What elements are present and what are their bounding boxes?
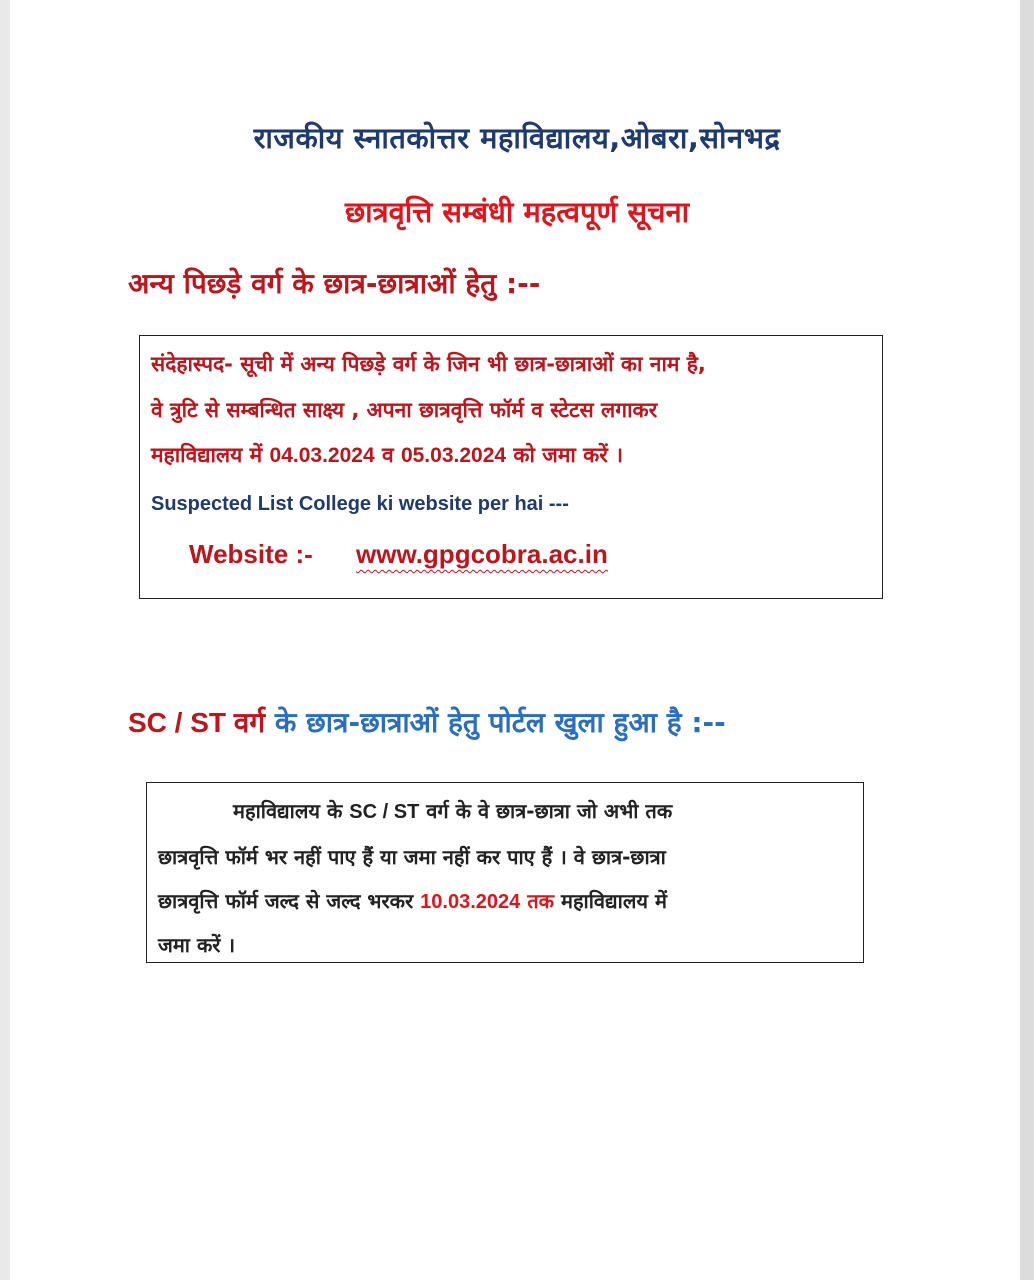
- obc-line-1: संदेहास्पद- सूची में अन्य पिछड़े वर्ग के जिन भी छात्र-छात्राओं का नाम है,: [151, 352, 706, 376]
- website-label: Website :-: [189, 539, 313, 569]
- scst-line-1-a: महाविद्यालय के: [233, 799, 350, 823]
- scst-deadline: 10.03.2024: [420, 891, 521, 913]
- scst-line-1-b: वर्ग के वे छात्र-छात्रा जो अभी तक: [419, 799, 673, 823]
- obc-line-3-mid: व: [374, 443, 401, 467]
- obc-line-3-prefix: महाविद्यालय में: [151, 443, 270, 467]
- scst-heading-rest: के छात्र-छात्राओं हेतु पोर्टल खुला हुआ है :--: [265, 706, 726, 739]
- college-title: राजकीय स्नातकोत्तर महाविद्यालय,ओबरा,सोनभद्र: [253, 121, 781, 155]
- suspected-list-note: Suspected List College ki website per hai ---: [151, 493, 569, 515]
- scst-line-3: [158, 887, 667, 914]
- scst-heading-varg: वर्ग: [233, 706, 266, 739]
- scst-heading-latin: SC / ST: [128, 707, 234, 738]
- scst-line-2: छात्रवृत्ति फॉर्म भर नहीं पाए हैं या जमा नहीं कर पाए हैं । वे छात्र-छात्रा: [158, 845, 666, 869]
- scst-line-3-a: छात्रवृत्ति फॉर्म जल्द से जल्द भरकर: [158, 889, 421, 913]
- scst-line-3-b: महाविद्यालय में: [554, 889, 667, 913]
- obc-date-1: 04.03.2024: [269, 444, 375, 467]
- obc-notice-box: [139, 335, 883, 599]
- website-link[interactable]: www.gpgcobra.ac.in: [356, 539, 608, 569]
- scst-line-4: जमा करें ।: [158, 933, 236, 957]
- scst-line-1: [233, 797, 672, 824]
- notice-title: छात्रवृत्ति सम्बंधी महत्वपूर्ण सूचना: [344, 195, 690, 229]
- scst-line-3-tak: तक: [520, 889, 555, 913]
- scst-section-heading: [128, 703, 726, 741]
- scst-line-1-latin: SC / ST: [349, 801, 420, 823]
- scst-notice-box: [146, 782, 864, 963]
- obc-line-2: वे त्रुटि से सम्बन्धित साक्ष्य , अपना छात्रवृत्ति फॉर्म व स्टेटस लगाकर: [151, 398, 658, 422]
- obc-date-2: 05.03.2024: [400, 444, 507, 467]
- obc-line-3-suffix: को जमा करें ।: [506, 443, 624, 467]
- obc-line-3: [151, 441, 623, 469]
- obc-section-heading: अन्य पिछड़े वर्ग के छात्र-छात्राओं हेतु :--: [128, 267, 541, 300]
